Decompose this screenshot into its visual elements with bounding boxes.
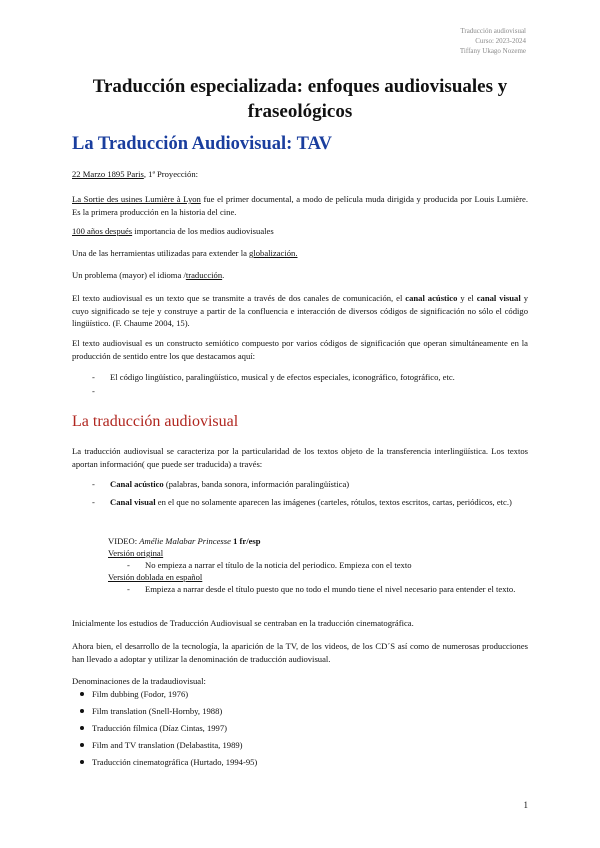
av-text-a: El texto audiovisual es un texto que se transmite a través de dos canales de comunicación, el — [72, 293, 406, 303]
list-item — [127, 559, 525, 572]
denomination-traduccion-filmica: Traducción fílmica (Díaz Cintas, 1997) — [92, 723, 228, 733]
dash-marker: - — [92, 386, 95, 396]
list-item — [92, 688, 188, 700]
denomination-film-dubbing: Film dubbing (Fodor, 1976) — [92, 689, 189, 699]
acoustic-desc: (palabras, banda sonora, información paralingüística) — [163, 479, 350, 489]
header-course-title: Traducción audiovisual — [460, 27, 526, 35]
globalization-link: globalización. — [249, 248, 298, 258]
problem-start: Un problema (mayor) el idioma / — [72, 270, 186, 280]
date-rest: , 1ª Proyección: — [143, 169, 199, 179]
dash-marker: - — [127, 560, 130, 570]
list-item — [92, 722, 227, 734]
hundred-years-rest: importancia de los medios audiovisuales — [132, 226, 274, 236]
section-heading-traduccion-audiovisual: La traducción audiovisual — [72, 413, 239, 430]
list-item — [92, 756, 257, 768]
list-item — [92, 705, 222, 717]
dubbed-version-note: Empieza a narrar desde el título puesto que no todo el mundo tiene el nivel necesario para entender el texto. — [145, 584, 516, 594]
list-item — [92, 478, 528, 491]
denomination-cinematografica: Traducción cinematográfica (Hurtado, 1994-95) — [92, 757, 258, 767]
paragraph-characterization: La traducción audiovisual se caracteriza por la particularidad de los textos objeto de la transferencia interlingüística. Los textos aportan información( que puede ser traducida) a través: — [72, 446, 528, 469]
document-title-line-1: Traducción especializada: enfoques audiovisuales y — [92, 76, 508, 97]
denomination-film-tv: Film and TV translation (Delabastita, 1989) — [92, 740, 243, 750]
denomination-film-translation: Film translation (Snell-Hornby, 1988) — [92, 706, 223, 716]
paragraph-audiovisual-text — [72, 292, 528, 330]
document-title — [60, 74, 540, 124]
visual-desc: en el que no solamente aparecen las imágenes (carteles, rótulos, textos escritos, cartas, periódicos, etc.) — [155, 497, 512, 507]
dash-marker: - — [92, 479, 95, 489]
running-header — [460, 26, 526, 56]
hundred-years: 100 años después — [72, 226, 133, 236]
av-text-d: y cuyo significado se teje y construye a partir de la confluencia e interacción de diversos códigos de significación no sólo el código lingüístico. (F. Chaume 2004, 15). — [72, 293, 528, 328]
term-visual-channel: canal visual — [476, 293, 521, 303]
paragraph-denominations: Denominaciones de la tradaudiovisual: — [72, 676, 206, 686]
page-number: 1 — [523, 800, 528, 810]
paragraph-semiotic: El texto audiovisual es un constructo semiótico compuesto por varios códigos de significación que operan simultáneamente en la producción de sentido entre los que destacamos aquí: — [72, 338, 528, 361]
dubbed-version-label: Versión doblada en español — [108, 572, 203, 582]
bullet-dot — [80, 709, 84, 713]
lumiere-rest: fue el primer documental, a modo de película muda dirigida y producida por Louis Lumière. Es la primera producción en la historia del cine. — [72, 194, 528, 217]
original-version-note: No empieza a narrar el título de la noticia del periodico. Empieza con el texto — [145, 560, 412, 570]
list-item — [92, 494, 528, 510]
dash-marker: - — [92, 372, 95, 382]
date-text: 22 Marzo 1895 Paris — [72, 169, 144, 179]
video-lang: 1 fr/esp — [230, 536, 261, 546]
list-item — [92, 371, 528, 384]
paragraph-lumiere — [72, 193, 528, 218]
paragraph-globalization — [72, 247, 528, 260]
section-heading-tav: La Traducción Audiovisual: TAV — [72, 134, 332, 154]
header-course-year: Curso: 2023-2024 — [475, 37, 526, 45]
list-item — [92, 739, 243, 751]
lumiere-title: La Sortie des usines Lumière à Lyon — [72, 194, 201, 204]
document-title-line-2: fraseológicos — [247, 101, 353, 122]
paragraph-problem — [72, 269, 528, 282]
term-acoustic: Canal acústico — [110, 479, 164, 489]
codes-item: El código lingüístico, paralingüístico, musical y de efectos especiales, iconográfico, fotográfico, etc. — [110, 372, 455, 382]
list-item — [127, 583, 525, 596]
bullet-dot — [80, 726, 84, 730]
paragraph-initially: Inicialmente los estudios de Traducción Audiovisual se centraban en la traducción cinematográfica. — [72, 618, 414, 628]
dash-marker: - — [92, 497, 95, 507]
term-visual: Canal visual — [110, 497, 156, 507]
video-label: VIDEO: — [108, 536, 140, 546]
paragraph-technology: Ahora bien, el desarrollo de la tecnología, la aparición de la TV, de los videos, de los CD´S así como de numerosas producciones han llevado a adoptar y utilizar la denominación de traducción audiovisual. — [72, 641, 528, 664]
globalization-start: Una de las herramientas utilizadas para extender la — [72, 248, 250, 258]
term-acoustic-channel: canal acústico — [405, 293, 458, 303]
dash-marker: - — [127, 584, 130, 594]
paragraph-100-years — [72, 225, 528, 238]
bullet-dot — [80, 743, 84, 747]
translation-link: traducción — [185, 270, 223, 280]
header-author: Tiffany Ukago Nozeme — [459, 47, 526, 55]
problem-end: . — [222, 270, 225, 280]
video-line — [108, 535, 508, 548]
video-title: Amélie Malabar Princesse — [139, 536, 231, 546]
bullet-dot — [80, 692, 84, 696]
paragraph-date — [72, 168, 528, 181]
original-version-label: Versión original — [108, 548, 164, 558]
bullet-dot — [80, 760, 84, 764]
av-text-c: y el — [457, 293, 477, 303]
